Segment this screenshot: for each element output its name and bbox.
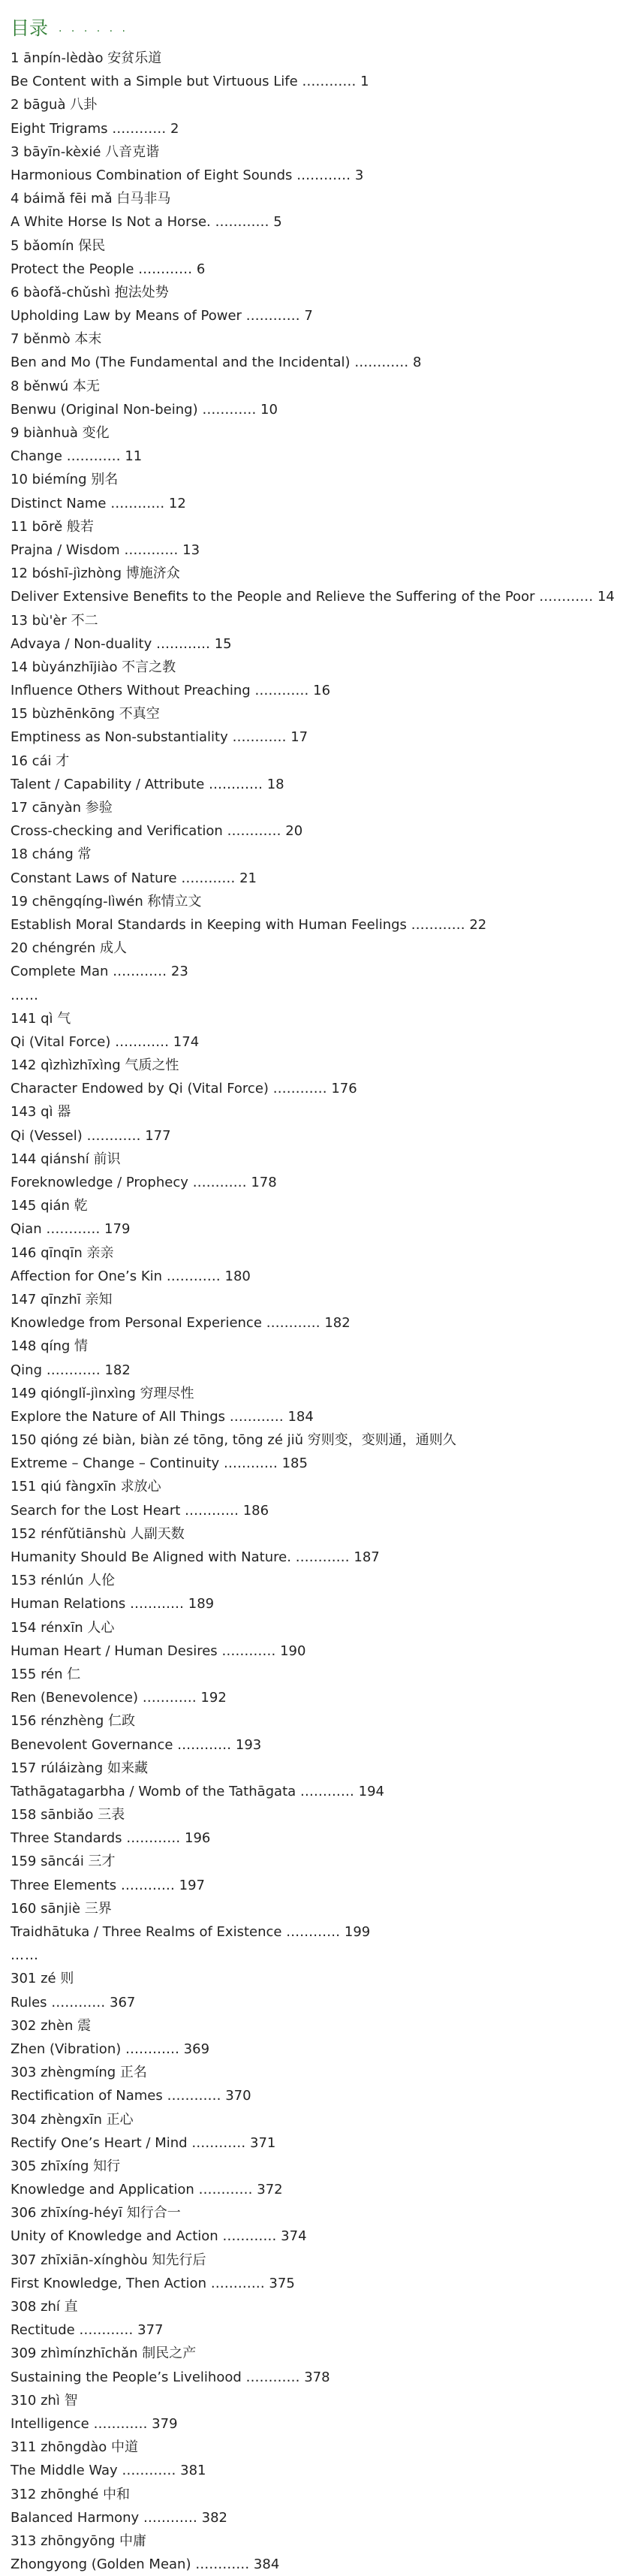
toc-entry-link[interactable]: First Knowledge, Then Action ………… 375 <box>11 2275 295 2291</box>
toc-ellipsis-separator: …… <box>11 987 39 1003</box>
toc-entry-link[interactable]: Prajna / Wisdom ………… 13 <box>11 541 200 558</box>
toc-entry-heading: 141 qì 气 <box>11 1010 71 1027</box>
toc-entry-link[interactable]: Distinct Name ………… 12 <box>11 495 186 511</box>
toc-list <box>11 47 630 2576</box>
toc-entry-link[interactable]: Traidhātuka / Three Realms of Existence ………… 199 <box>11 1924 371 1940</box>
toc-entry-heading: 4 báimǎ fēi mǎ 白马非马 <box>11 191 171 207</box>
toc-entry-heading: 308 zhí 直 <box>11 2299 78 2315</box>
toc-entry-link[interactable]: Explore the Nature of All Things ………… 184 <box>11 1408 314 1425</box>
toc-entry-heading: 143 qì 器 <box>11 1104 71 1121</box>
toc-entry-heading: 310 zhì 智 <box>11 2392 78 2409</box>
toc-entry-heading: 160 sānjiè 三界 <box>11 1900 112 1917</box>
toc-entry-heading: 18 cháng 常 <box>11 846 92 863</box>
toc-entry-heading: 15 bùzhēnkōng 不真空 <box>11 706 160 722</box>
toc-entry-link[interactable]: Three Standards ………… 196 <box>11 1830 211 1847</box>
toc-entry-link[interactable]: Complete Man ………… 23 <box>11 964 188 980</box>
toc-entry-link[interactable]: Talent / Capability / Attribute ………… 18 <box>11 776 284 792</box>
toc-entry-link[interactable]: Ben and Mo (The Fundamental and the Incidental) ………… 8 <box>11 354 422 371</box>
toc-entry-heading: 306 zhīxíng-héyī 知行合一 <box>11 2205 181 2222</box>
toc-entry-link[interactable]: Foreknowledge / Prophecy ………… 178 <box>11 1175 277 1190</box>
toc-entry-heading: 17 cānyàn 参验 <box>11 800 113 816</box>
toc-entry-link[interactable]: Harmonious Combination of Eight Sounds ………… 3 <box>11 167 364 183</box>
toc-entry-link[interactable]: Change ………… 11 <box>11 448 143 465</box>
toc-entry-heading: 5 bǎomín 保民 <box>11 237 106 254</box>
toc-entry-link[interactable]: Zhen (Vibration) ………… 369 <box>11 2041 210 2057</box>
toc-entry-heading: 158 sānbiǎo 三表 <box>11 1807 125 1823</box>
toc-entry-link[interactable]: Benevolent Governance ………… 193 <box>11 1736 262 1753</box>
toc-entry-link[interactable]: Deliver Extensive Benefits to the People and Relieve the Suffering of the Poor ………… 14 <box>11 589 615 605</box>
toc-entry-heading: 7 běnmò 本末 <box>11 331 102 348</box>
toc-entry-link[interactable]: The Middle Way ………… 381 <box>11 2463 206 2479</box>
toc-entry-link[interactable]: Emptiness as Non-substantiality ………… 17 <box>11 729 308 746</box>
toc-entry-link[interactable]: Unity of Knowledge and Action ………… 374 <box>11 2228 307 2245</box>
toc-entry-heading: 304 zhèngxīn 正心 <box>11 2111 134 2128</box>
toc-entry-heading: 156 rénzhèng 仁政 <box>11 1713 136 1730</box>
toc-entry-link[interactable]: Knowledge from Personal Experience ………… 182 <box>11 1315 351 1332</box>
toc-entry-heading: 146 qīnqīn 亲亲 <box>11 1244 114 1261</box>
toc-entry-link[interactable]: Eight Trigrams ………… 2 <box>11 120 179 137</box>
toc-entry-heading: 312 zhōnghé 中和 <box>11 2486 130 2502</box>
toc-entry-link[interactable]: Search for the Lost Heart ………… 186 <box>11 1502 269 1519</box>
toc-entry-heading: 150 qióng zé biàn, biàn zé tōng, tōng zé jiǔ 穷则变，变则通，通则久 <box>11 1432 456 1449</box>
toc-entry-link[interactable]: Upholding Law by Means of Power ………… 7 <box>11 308 313 324</box>
toc-entry-link[interactable]: Human Relations ………… 189 <box>11 1596 215 1612</box>
toc-entry-link[interactable]: Humanity Should Be Aligned with Nature. ………… 187 <box>11 1549 380 1565</box>
toc-entry-link[interactable]: Rectitude ………… 377 <box>11 2322 164 2339</box>
toc-entry-heading: 307 zhīxiān-xínghòu 知先行后 <box>11 2252 206 2268</box>
toc-entry-heading: 301 zé 则 <box>11 1971 74 1987</box>
toc-entry-heading: 10 biémíng 别名 <box>11 472 119 488</box>
toc-entry-link[interactable]: Zhongyong (Golden Mean) ………… 384 <box>11 2556 280 2573</box>
toc-entry-link[interactable]: Balanced Harmony ………… 382 <box>11 2509 227 2526</box>
toc-entry-heading: 151 qiú fàngxīn 求放心 <box>11 1479 161 1495</box>
toc-entry-heading: 303 zhèngmíng 正名 <box>11 2065 147 2081</box>
toc-entry-link[interactable]: A White Horse Is Not a Horse. ………… 5 <box>11 214 282 231</box>
toc-entry-link[interactable]: Influence Others Without Preaching ………… 16 <box>11 683 331 699</box>
toc-entry-link[interactable]: Qi (Vessel) ………… 177 <box>11 1127 171 1144</box>
toc-entry-heading: 1 ānpín-lèdào 安贫乐道 <box>11 50 162 66</box>
toc-entry-heading: 149 qiónglǐ-jìnxìng 穷理尽性 <box>11 1385 194 1401</box>
toc-entry-link[interactable]: Advaya / Non-duality ………… 15 <box>11 635 232 652</box>
toc-entry-heading: 11 bōrě 般若 <box>11 518 94 535</box>
toc-entry-link[interactable]: Character Endowed by Qi (Vital Force) ………… 176 <box>11 1081 357 1097</box>
toc-entry-heading: 20 chéngrén 成人 <box>11 940 128 957</box>
toc-entry-link[interactable]: Qian ………… 179 <box>11 1221 131 1238</box>
toc-entry-heading: 155 rén 仁 <box>11 1666 81 1682</box>
toc-entry-link[interactable]: Affection for One’s Kin ………… 180 <box>11 1268 251 1284</box>
toc-entry-heading: 142 qìzhìzhīxìng 气质之性 <box>11 1057 179 1074</box>
toc-ellipsis-separator: …… <box>11 1947 39 1964</box>
toc-header <box>11 14 630 41</box>
toc-entry-heading: 148 qíng 情 <box>11 1338 89 1355</box>
toc-entry-heading: 19 chēngqíng-lìwén 称情立文 <box>11 893 202 909</box>
toc-entry-heading: 305 zhīxíng 知行 <box>11 2158 121 2174</box>
toc-entry-heading: 12 bóshī-jìzhòng 博施济众 <box>11 566 180 582</box>
toc-entry-heading: 157 rúláizàng 如来藏 <box>11 1760 148 1776</box>
toc-entry-link[interactable]: Tathāgatagarbha / Womb of the Tathāgata ………… 194 <box>11 1783 384 1799</box>
toc-entry-link[interactable]: Extreme – Change – Continuity ………… 185 <box>11 1455 308 1472</box>
toc-entry-heading: 14 bùyánzhījiào 不言之教 <box>11 659 176 675</box>
toc-entry-heading: 9 biànhuà 变化 <box>11 425 110 441</box>
toc-entry-heading: 145 qián 乾 <box>11 1198 88 1214</box>
toc-entry-heading: 311 zhōngdào 中道 <box>11 2439 138 2456</box>
toc-entry-link[interactable]: Three Elements ………… 197 <box>11 1877 205 1893</box>
toc-entry-link[interactable]: Rectification of Names ………… 370 <box>11 2088 251 2104</box>
toc-entry-heading: 154 rénxīn 人心 <box>11 1619 115 1636</box>
toc-entry-heading: 6 bàofǎ-chǔshì 抱法处势 <box>11 284 169 300</box>
toc-entry-heading: 302 zhèn 震 <box>11 2017 92 2034</box>
toc-entry-heading: 144 qiánshí 前识 <box>11 1151 121 1167</box>
toc-entry-heading: 309 zhìmínzhīchǎn 制民之产 <box>11 2345 197 2362</box>
toc-entry-link[interactable]: Rectify One’s Heart / Mind ………… 371 <box>11 2134 276 2151</box>
toc-title-dots: · · · · · · <box>59 26 128 38</box>
toc-entry-heading: 153 rénlún 人伦 <box>11 1573 116 1589</box>
toc-entry-link[interactable]: Qi (Vital Force) ………… 174 <box>11 1033 200 1050</box>
toc-entry-heading: 147 qīnzhī 亲知 <box>11 1291 113 1308</box>
toc-entry-link[interactable]: Ren (Benevolence) ………… 192 <box>11 1690 227 1706</box>
toc-entry-link[interactable]: Benwu (Original Non-being) ………… 10 <box>11 401 278 418</box>
toc-entry-link[interactable]: Be Content with a Simple but Virtuous Life ………… 1 <box>11 74 369 90</box>
toc-entry-link[interactable]: Rules ………… 367 <box>11 1994 136 2010</box>
toc-title: 目录 <box>11 17 49 39</box>
toc-entry-heading: 152 rénfǔtiānshù 人副天数 <box>11 1525 185 1542</box>
toc-entry-link[interactable]: Protect the People ………… 6 <box>11 261 206 277</box>
toc-entry-heading: 3 bāyīn-kèxié 八音克谐 <box>11 143 160 160</box>
toc-entry-link[interactable]: Establish Moral Standards in Keeping with Human Feelings ………… 22 <box>11 916 487 933</box>
toc-entry-link[interactable]: Qing ………… 182 <box>11 1362 131 1378</box>
toc-entry-link[interactable]: Cross-checking and Verification ………… 20 <box>11 823 303 840</box>
toc-entry-heading: 13 bù'èr 不二 <box>11 612 98 629</box>
toc-entry-link[interactable]: Constant Laws of Nature ………… 21 <box>11 870 257 886</box>
toc-entry-link[interactable]: Knowledge and Application ………… 372 <box>11 2182 283 2198</box>
toc-entry-link[interactable]: Sustaining the People’s Livelihood ………… 378 <box>11 2369 330 2385</box>
toc-entry-heading: 2 bāguà 八卦 <box>11 97 98 113</box>
toc-entry-heading: 159 sāncái 三才 <box>11 1854 116 1870</box>
toc-entry-heading: 8 běnwú 本无 <box>11 378 100 394</box>
toc-entry-link[interactable]: Intelligence ………… 379 <box>11 2415 178 2432</box>
toc-entry-link[interactable]: Human Heart / Human Desires ………… 190 <box>11 1642 306 1659</box>
toc-entry-heading: 16 cái 才 <box>11 753 70 769</box>
toc-entry-heading: 313 zhōngyōng 中庸 <box>11 2532 147 2549</box>
